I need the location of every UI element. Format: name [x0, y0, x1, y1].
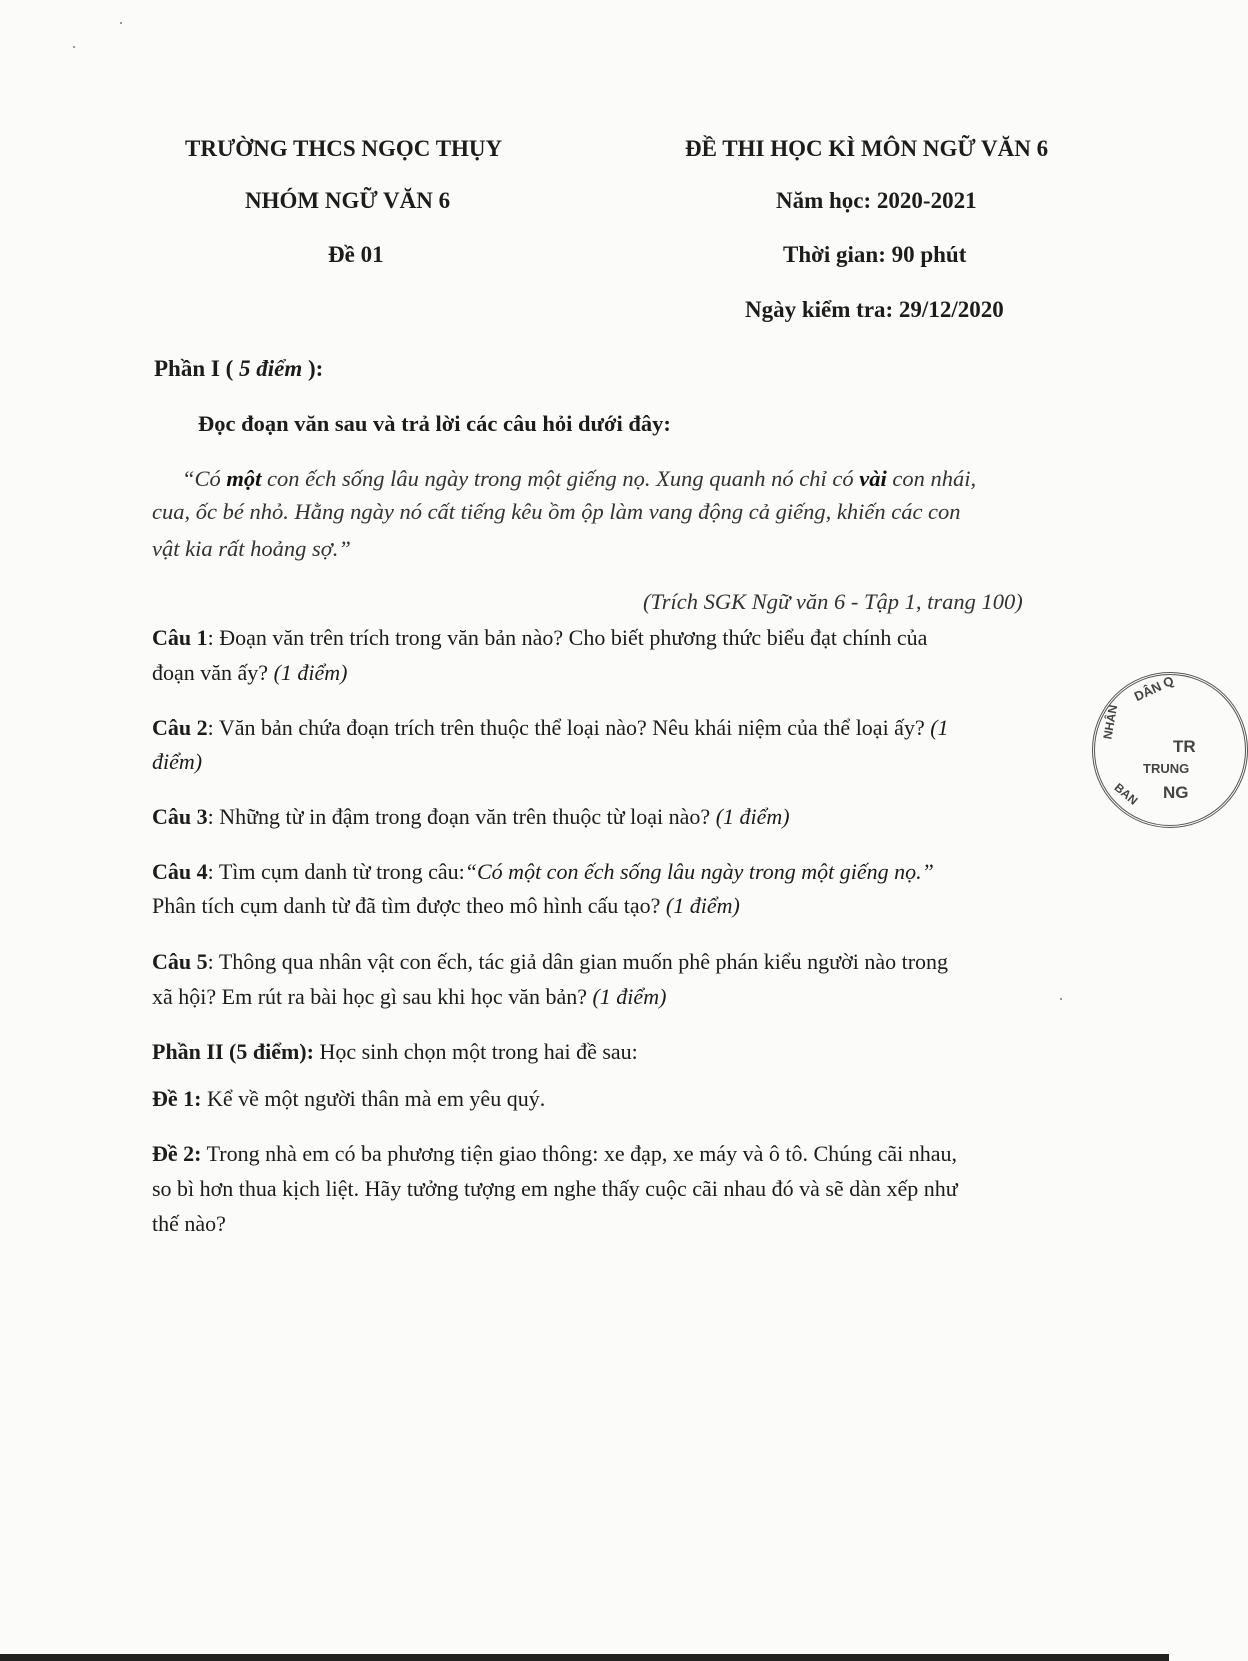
question-4-quote: “Có một con ếch sống lâu ngày trong một giếng nọ.”: [464, 859, 934, 884]
group-name: NHÓM NGỮ VĂN 6: [245, 188, 451, 213]
question-5-label: Câu 5: [152, 949, 208, 974]
question-5-line-2: xã hội? Em rút ra bài học gì sau khi học văn bản? (1 điểm): [152, 984, 667, 1009]
passage-line-2: cua, ốc bé nhỏ. Hằng ngày nó cất tiếng kêu ồm ộp làm vang động cả giếng, khiến các con: [152, 499, 961, 524]
question-3-points: (1 điểm): [715, 804, 790, 829]
scan-bottom-edge: [0, 1654, 1169, 1661]
question-2-line-1: Câu 2: Văn bản chứa đoạn trích trên thuộc thể loại nào? Nêu khái niệm của thể loại ấy? (1: [152, 715, 949, 740]
question-2-points: điểm): [152, 749, 203, 774]
part1-title: Phần I ( 5 điểm ):: [154, 356, 324, 381]
question-5-points: (1 điểm): [592, 984, 667, 1009]
bold-word-mot: một: [226, 466, 262, 491]
question-4-points: (1 điểm): [665, 893, 740, 918]
exam-title: ĐỀ THI HỌC KÌ MÔN NGỮ VĂN 6: [685, 136, 1049, 161]
passage-line-3: vật kia rất hoảng sợ.”: [152, 536, 351, 561]
question-3-label: Câu 3: [152, 804, 208, 829]
de-1: Đề 1: Kể về một người thân mà em yêu quý.: [152, 1086, 546, 1111]
passage-source: (Trích SGK Ngữ văn 6 - Tập 1, trang 100): [643, 589, 1023, 614]
de-2-line-3: thế nào?: [152, 1211, 226, 1236]
question-4-line-1: Câu 4: Tìm cụm danh từ trong câu:“Có một con ếch sống lâu ngày trong một giếng nọ.”: [152, 859, 934, 884]
part2-title: Phần II (5 điểm): Học sinh chọn một trong hai đề sau:: [152, 1039, 638, 1064]
question-1-line-2: đoạn văn ấy? (1 điểm): [152, 660, 348, 685]
official-stamp: DÂN Q NHÂN BAN TR TRUNG NG: [1092, 672, 1248, 828]
question-4-line-2: Phân tích cụm danh từ đã tìm được theo mô hình cấu tạo? (1 điểm): [152, 893, 740, 918]
question-1-points: (1 điểm): [273, 660, 348, 685]
part1-instruction: Đọc đoạn văn sau và trả lời các câu hỏi dưới đây:: [198, 411, 671, 436]
school-name: TRƯỜNG THCS NGỌC THỤY: [185, 136, 503, 161]
question-1-line-1: Câu 1: Đoạn văn trên trích trong văn bản nào? Cho biết phương thức biểu đạt chính của: [152, 625, 928, 650]
de-2-label: Đề 2:: [152, 1141, 202, 1166]
scan-speck: [73, 46, 75, 48]
question-1-label: Câu 1: [152, 625, 208, 650]
question-2-label: Câu 2: [152, 715, 208, 740]
de-2-line-2: so bì hơn thua kịch liệt. Hãy tưởng tượng em nghe thấy cuộc cãi nhau đó và sẽ dàn xếp như: [152, 1176, 958, 1201]
scan-speck: [120, 22, 122, 24]
exam-duration: Thời gian: 90 phút: [783, 242, 967, 267]
exam-code: Đề 01: [328, 242, 384, 267]
passage-line-1: “Có một con ếch sống lâu ngày trong một giếng nọ. Xung quanh nó chỉ có vài con nhái,: [182, 466, 977, 491]
exam-date: Ngày kiểm tra: 29/12/2020: [745, 297, 1004, 322]
de-1-label: Đề 1:: [152, 1086, 202, 1111]
question-4-label: Câu 4: [152, 859, 208, 884]
school-year: Năm học: 2020-2021: [776, 188, 977, 213]
question-5-line-1: Câu 5: Thông qua nhân vật con ếch, tác giả dân gian muốn phê phán kiểu người nào trong: [152, 949, 949, 974]
bold-word-vai: vài: [859, 466, 887, 491]
de-2-line-1: Đề 2: Trong nhà em có ba phương tiện giao thông: xe đạp, xe máy và ô tô. Chúng cãi nhau,: [152, 1141, 958, 1166]
scan-speck: [1060, 998, 1062, 1000]
question-3-line-1: Câu 3: Những từ in đậm trong đoạn văn trên thuộc từ loại nào? (1 điểm): [152, 804, 790, 829]
